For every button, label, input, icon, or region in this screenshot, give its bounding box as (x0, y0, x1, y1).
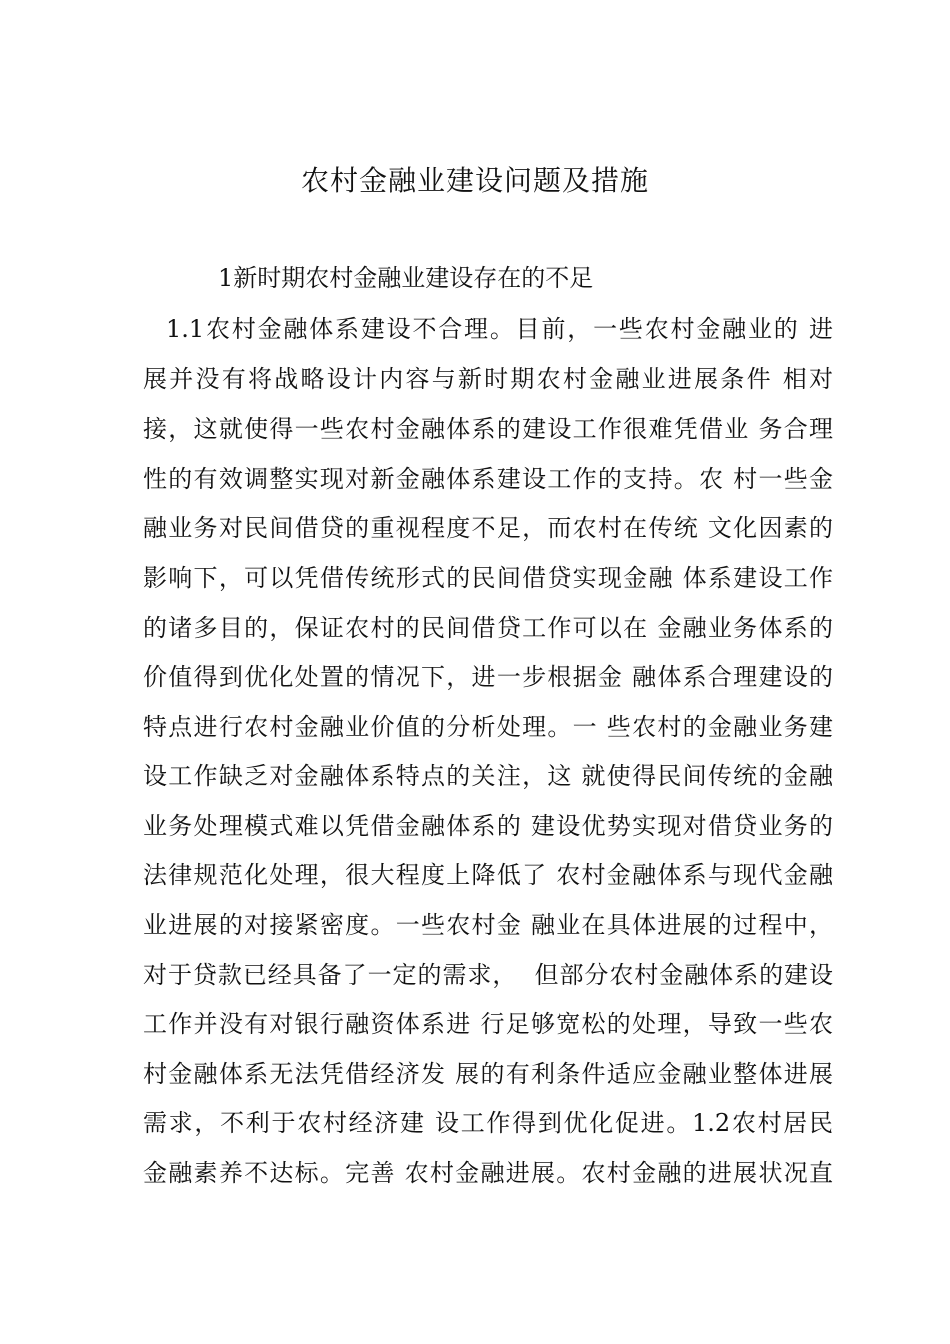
body-line: 法律规范化处理，很大程度上降低了 农村金融体系与现代金融 (143, 861, 833, 889)
body-line: 设工作缺乏对金融体系特点的关注，这 就使得民间传统的金融 (143, 762, 833, 790)
body-line: 需求，不利于农村经济建 设工作得到优化促进。1.2农村居民 (143, 1109, 833, 1137)
body-line: 1.1农村金融体系建设不合理。目前，一些农村金融业的 进 (166, 315, 833, 343)
body-line: 工作并没有对银行融资体系进 行足够宽松的处理，导致一些农 (143, 1010, 833, 1038)
body-line: 对于贷款已经具备了一定的需求， 但部分农村金融体系的建设 (143, 961, 833, 989)
body-line: 融业务对民间借贷的重视程度不足，而农村在传统 文化因素的 (143, 514, 833, 542)
body-line: 展并没有将战略设计内容与新时期农村金融业进展条件 相对 (143, 365, 833, 393)
body-line: 村金融体系无法凭借经济发 展的有利条件适应金融业整体进展 (143, 1060, 833, 1088)
body-line: 金融素养不达标。完善 农村金融进展。农村金融的进展状况直 (143, 1159, 833, 1187)
body-line: 影响下，可以凭借传统形式的民间借贷实现金融 体系建设工作 (143, 564, 833, 592)
body-line: 特点进行农村金融业价值的分析处理。一 些农村的金融业务建 (143, 713, 833, 741)
body-line: 价值得到优化处置的情况下，进一步根据金 融体系合理建设的 (143, 663, 833, 691)
body-line: 接，这就使得一些农村金融体系的建设工作很难凭借业 务合理 (143, 415, 833, 443)
section-heading: 1新时期农村金融业建设存在的不足 (218, 264, 594, 292)
body-line: 的诸多目的，保证农村的民间借贷工作可以在 金融业务体系的 (143, 614, 833, 642)
body-line: 业务处理模式难以凭借金融体系的 建设优势实现对借贷业务的 (143, 812, 833, 840)
body-line: 性的有效调整实现对新金融体系建设工作的支持。农 村一些金 (143, 465, 833, 493)
body-line: 业进展的对接紧密度。一些农村金 融业在具体进展的过程中， (143, 911, 833, 939)
document-title: 农村金融业建设问题及措施 (300, 164, 649, 197)
